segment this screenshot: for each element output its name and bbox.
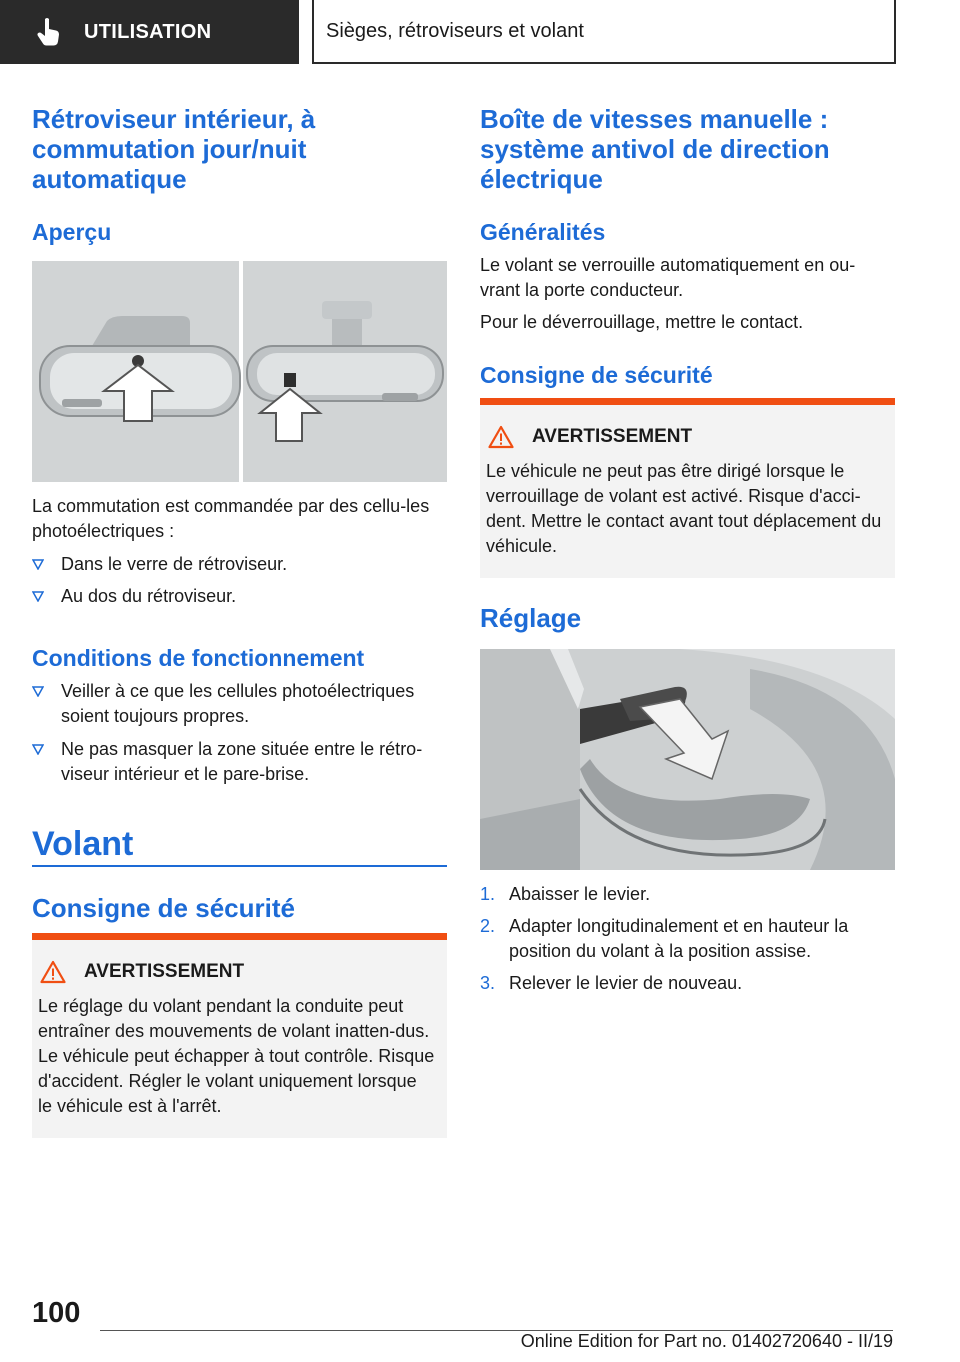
warning-title: AVERTISSEMENT	[532, 426, 693, 447]
steering-lock-title: Boîte de vitesses manuelle : système antivol de direction électrique	[480, 104, 830, 194]
warning-title: AVERTISSEMENT	[84, 961, 245, 982]
lock-warning-box	[480, 398, 895, 578]
section-tab[interactable]	[0, 0, 299, 64]
list-item: Ne pas masquer la zone située entre le rétro-viseur intérieur et le pare-brise.	[32, 737, 447, 787]
page-number: 100	[32, 1297, 81, 1329]
chapter-title: Sièges, rétroviseurs et volant	[312, 0, 896, 64]
overview-text: La commutation est commandée par des cellu-les photoélectriques :	[32, 496, 430, 541]
mirror-illustration	[32, 261, 447, 482]
bullet-triangle-icon	[32, 591, 44, 602]
bullet-triangle-icon	[32, 744, 44, 755]
warning-triangle-icon	[488, 425, 514, 449]
conditions-heading: Conditions de fonctionnement	[32, 645, 365, 671]
warning-triangle-icon	[40, 960, 66, 984]
bullet-triangle-icon	[32, 559, 44, 570]
lock-safety-heading: Consigne de sécurité	[480, 362, 713, 388]
wheel-warning-box	[32, 933, 447, 1138]
warning-text: Le véhicule ne peut pas être dirigé lorsque le verrouillage de volant est activé. Risque d'acci-dent. Mettre le contact avant tout déplacement du véhicule.	[486, 461, 882, 556]
hand-pointer-icon	[34, 17, 64, 47]
section-label: UTILISATION	[84, 20, 212, 43]
bullet-triangle-icon	[32, 686, 44, 697]
wheel-heading: Volant	[32, 825, 134, 863]
general-text-2: Pour le déverrouillage, mettre le contact.	[480, 312, 804, 332]
list-item: Veiller à ce que les cellules photoélectriques soient toujours propres.	[32, 679, 447, 729]
footer-edition: Online Edition for Part no. 01402720640 - II/19	[520, 1331, 893, 1351]
general-heading: Généralités	[480, 219, 606, 245]
adjust-heading: Réglage	[480, 603, 582, 633]
list-item: Au dos du rétroviseur.	[32, 584, 447, 609]
list-item: 2. Adapter longitudinalement et en hauteur la position du volant à la position assise.	[480, 916, 849, 961]
steering-lever-illustration	[480, 649, 895, 870]
list-item: Dans le verre de rétroviseur.	[32, 552, 447, 577]
warning-text: Le réglage du volant pendant la conduite peut entraîner des mouvements de volant inatten-dus. Le véhicule peut échapper à tout contrôle. Risque d'accident. Régler le volant uniquement lorsque le véhicule est à l'arrêt.	[38, 996, 435, 1116]
section-divider	[32, 865, 447, 867]
wheel-safety-heading: Consigne de sécurité	[32, 893, 295, 923]
general-text: Le volant se verrouille automatiquement en ou-vrant la porte conducteur.	[480, 255, 856, 300]
list-item: 3. Relever le levier de nouveau.	[480, 973, 743, 993]
overview-heading: Aperçu	[32, 219, 112, 245]
list-item: 1. Abaisser le levier.	[480, 884, 651, 904]
mirror-section-title: Rétroviseur intérieur, à commutation jour/nuit automatique	[32, 104, 316, 194]
